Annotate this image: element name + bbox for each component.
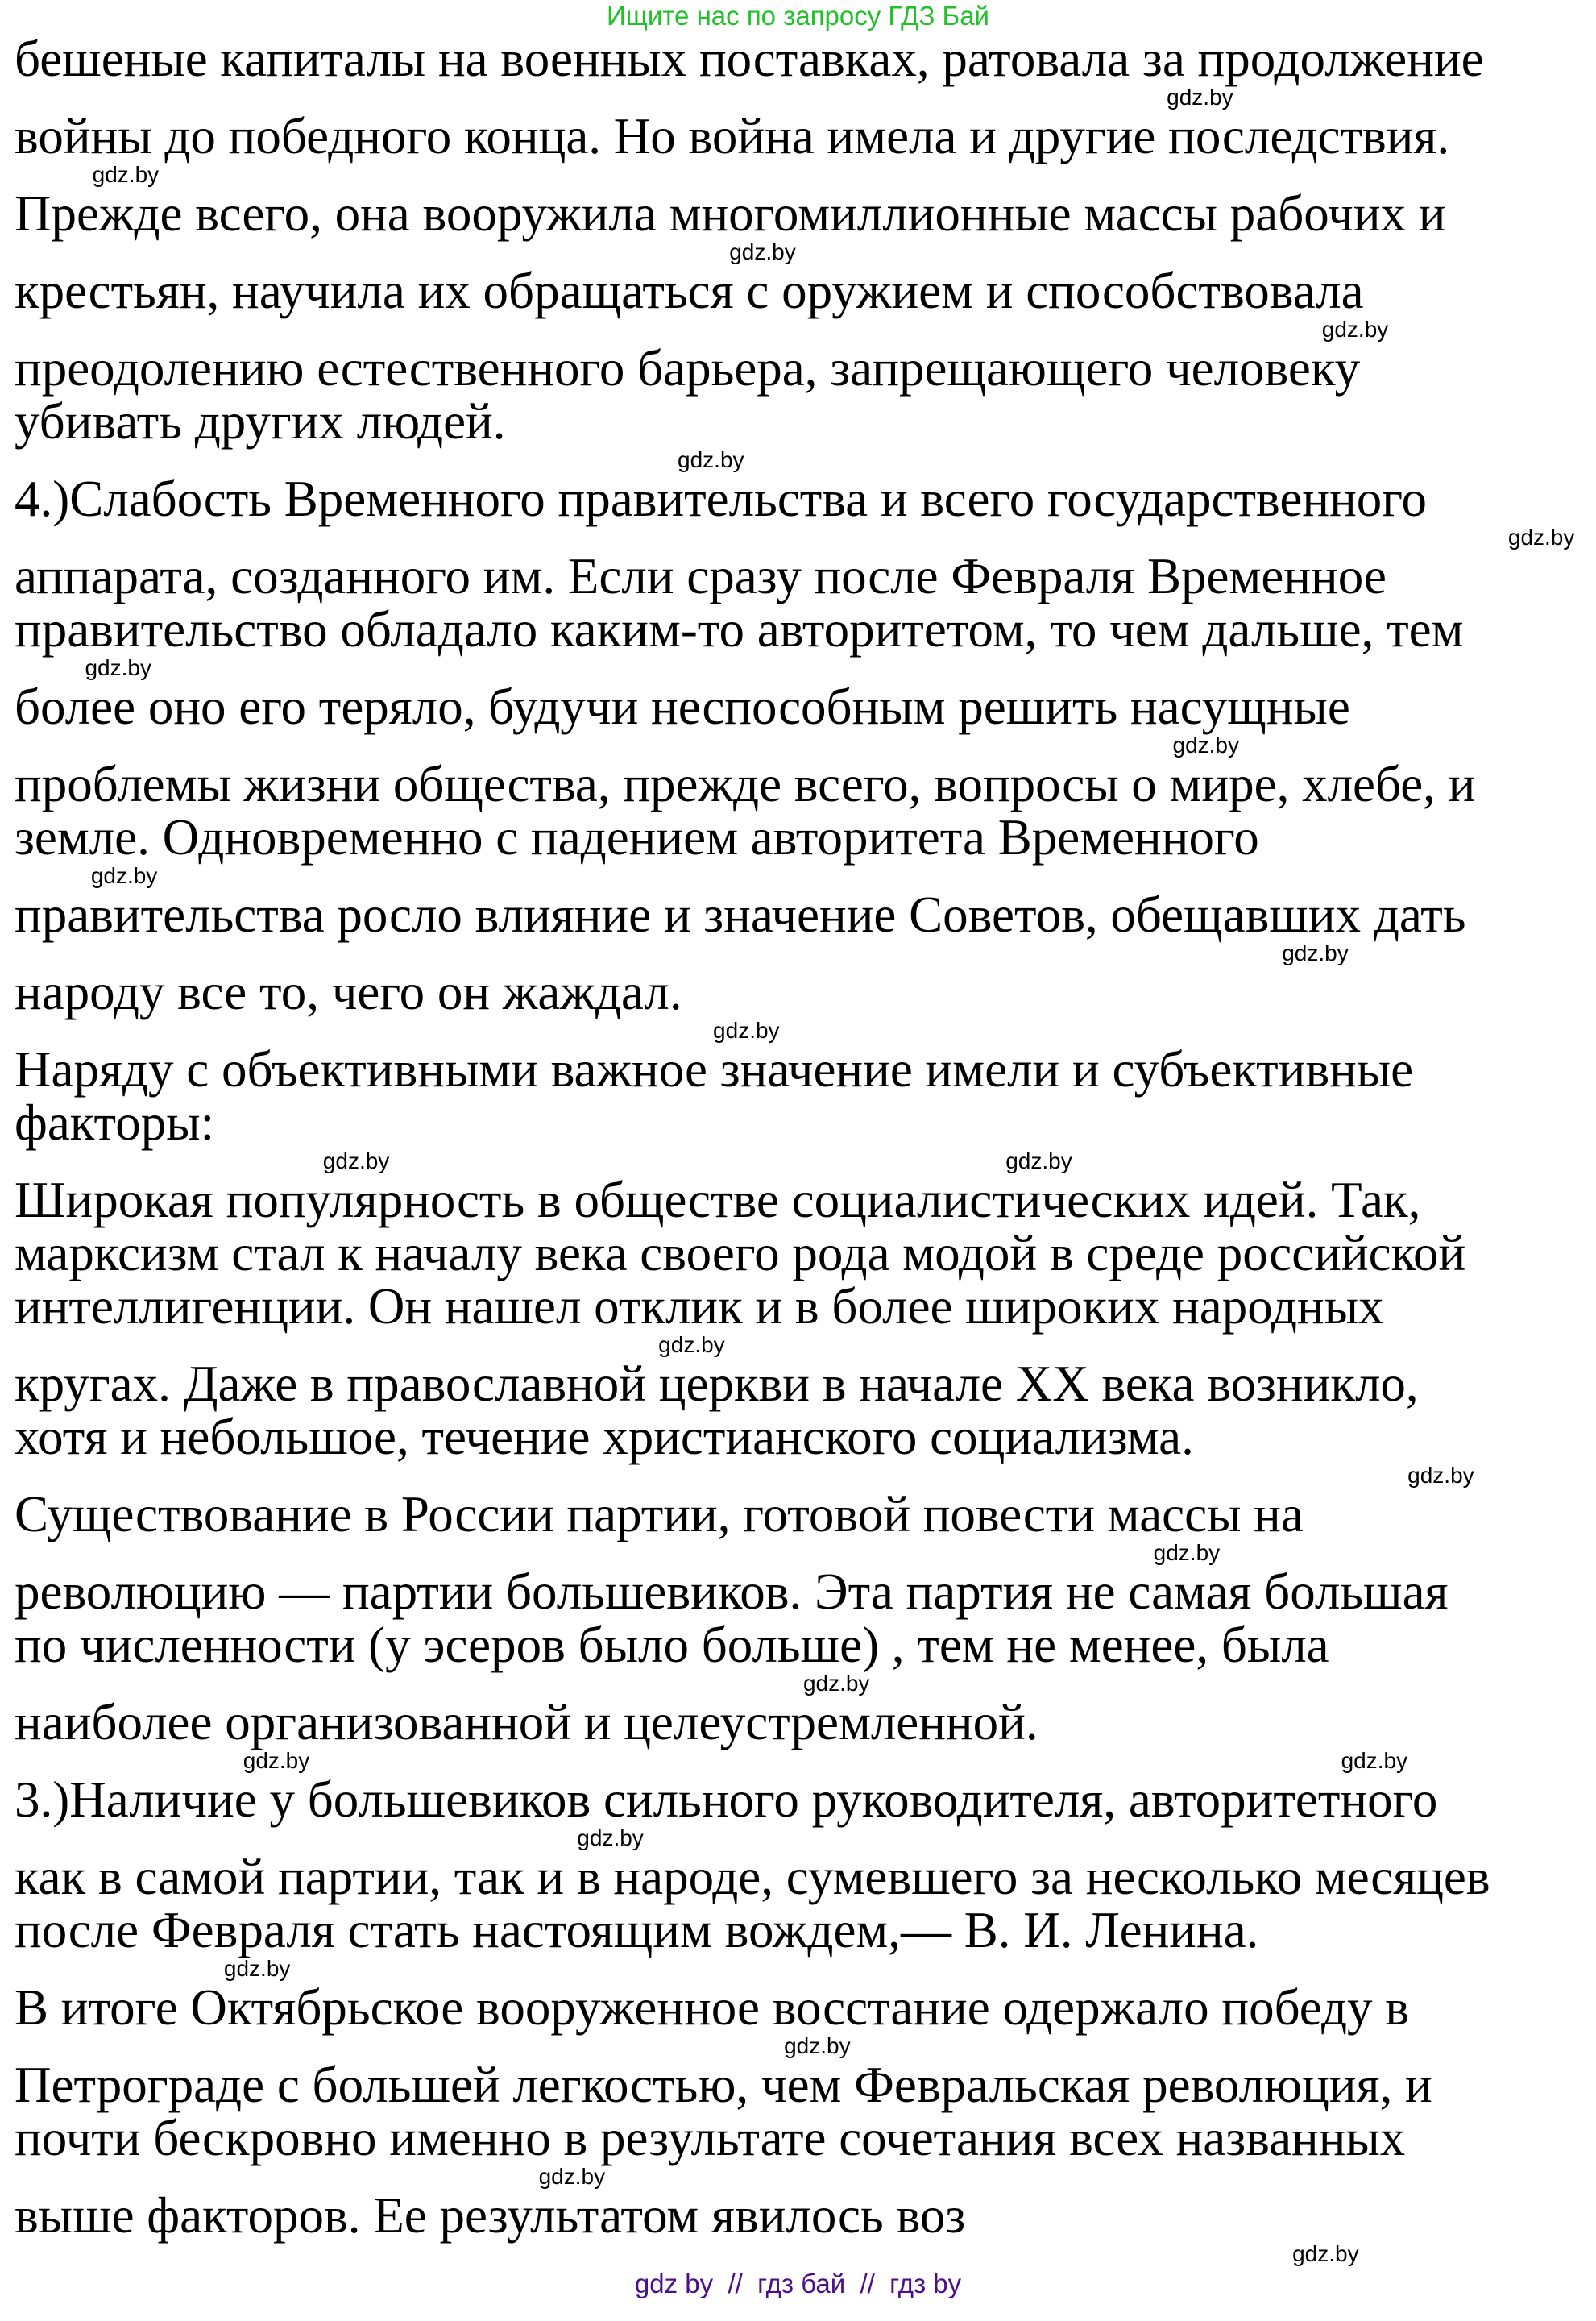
watermark-row (0, 163, 1596, 187)
text-line: 3.)Наличие у большевиков сильного руководителя, авторитетного (15, 1771, 1438, 1828)
watermark-row (0, 448, 1596, 472)
text-line: правительства росло влияние и значение Советов, обещавших дать (15, 886, 1466, 943)
text-line: войны до победного конца. Но война имела и другие последствия. (15, 108, 1450, 164)
watermark-label: gdz.by (1153, 1540, 1221, 1565)
text-line: Широкая популярность в обществе социалистических идей. Так, (15, 1172, 1421, 1228)
text-line: хотя и небольшое, течение христианского социализма. (15, 1409, 1194, 1465)
watermark-label: gdz.by (1292, 2241, 1359, 2266)
footer-banner: gdz by // гдз бай // гдз by (634, 2269, 962, 2298)
watermark-label: gdz.by (538, 2164, 606, 2189)
watermark-row (0, 733, 1596, 758)
text-line: более оно его теряло, будучи неспособным решить насущные (15, 679, 1350, 735)
watermark-label: gdz.by (1167, 85, 1233, 110)
watermark-row (0, 864, 1596, 888)
watermark-row (0, 2165, 1596, 2189)
text-line: бешеные капиталы на военных поставках, ратовала за продолжение (15, 31, 1484, 87)
watermark-label: gdz.by (1282, 940, 1349, 965)
watermark-row (0, 525, 1596, 550)
watermark-label: gdz.by (1172, 733, 1239, 758)
text-line: Петрограде с большей легкостью, чем Февральская революция, и (15, 2057, 1432, 2113)
text-line: как в самой партии, так и в народе, сумевшего за несколько месяцев (15, 1849, 1490, 1905)
watermark-row (0, 941, 1596, 965)
text-line: марксизм стал к началу века своего рода модой в среде российской (15, 1225, 1466, 1281)
watermark-label: gdz.by (802, 1671, 870, 1696)
watermark-label: gdz.by (678, 447, 744, 472)
text-line: Прежде всего, она вооружила многомиллионные массы рабочих и (15, 185, 1446, 242)
watermark-label: gdz.by (1005, 1148, 1072, 1173)
text-line: В итоге Октябрьское вооруженное восстание одержало победу в (15, 1979, 1409, 2036)
header-banner: Ищите нас по запросу ГДЗ Бай (607, 1, 989, 31)
text-line: выше факторов. Ее результатом явилось воз (15, 2187, 966, 2244)
text-line: почти бескровно именно в результате сочетания всех названных (15, 2110, 1406, 2166)
watermark-row (0, 1671, 1596, 1696)
text-line: народу все то, чего он жаждал. (15, 964, 682, 1020)
watermark-row (0, 1541, 1596, 1565)
watermark-label: gdz.by (90, 863, 158, 888)
text-line: земле. Одновременно с падением авторитета Временного (15, 809, 1259, 866)
watermark-label: gdz.by (243, 1748, 310, 1773)
document-body (0, 32, 1596, 2266)
text-line: по численности (у эсеров было больше) , тем не менее, была (15, 1617, 1329, 1673)
watermark-row (0, 1957, 1596, 1981)
watermark-label: gdz.by (1321, 317, 1389, 342)
watermark-row (0, 1333, 1596, 1357)
text-line: Существование в России партии, готовой повести массы на (15, 1486, 1304, 1542)
watermark-row (0, 1019, 1596, 1043)
watermark-label: gdz.by (223, 1956, 291, 1981)
watermark-label: gdz.by (85, 655, 151, 680)
text-line: факторы: (15, 1094, 215, 1151)
text-line: наиболее организованной и целеустремленной. (15, 1694, 1038, 1750)
watermark-label: gdz.by (729, 239, 796, 264)
watermark-label: gdz.by (1507, 525, 1575, 550)
text-line: преодолению естественного барьера, запрещающего человеку (15, 340, 1361, 397)
text-line: аппарата, созданного им. Если сразу после Февраля Временное (15, 548, 1387, 604)
watermark-label: gdz.by (658, 1332, 725, 1357)
watermark-row (0, 318, 1596, 342)
text-line: кругах. Даже в православной церкви в начале XX века возникло, (15, 1356, 1419, 1412)
watermark-row (0, 1464, 1596, 1488)
watermark-row (0, 2034, 1596, 2058)
watermark-label: gdz.by (92, 162, 160, 187)
watermark-label: gdz.by (784, 2033, 851, 2058)
watermark-row (0, 1749, 1596, 1773)
text-line: правительство обладало каким-то авторитетом, то чем дальше, тем (15, 601, 1464, 658)
text-line: крестьян, научила их обращаться с оружием и способствовала (15, 263, 1364, 319)
text-line: Наряду с объективными важное значение имели и субъективные (15, 1041, 1414, 1098)
watermark-label: gdz.by (1407, 1463, 1474, 1488)
text-line: 4.)Слабость Временного правительства и всего государственного (15, 471, 1428, 527)
watermark-row (0, 85, 1596, 110)
watermark-row (0, 2242, 1596, 2266)
text-line: интеллигенции. Он нашел отклик и в более широких народных (15, 1278, 1384, 1335)
watermark-row (0, 656, 1596, 680)
text-line: проблемы жизни общества, прежде всего, вопросы о мире, хлебе, и (15, 756, 1476, 812)
text-line: после Февраля стать настоящим вождем,— В. И. Ленина. (15, 1902, 1259, 1958)
text-line: революцию — партии большевиков. Эта партия не самая большая (15, 1563, 1449, 1620)
text-line: убивать других людей. (15, 393, 506, 450)
watermark-label: gdz.by (322, 1148, 390, 1173)
watermark-label: gdz.by (1341, 1748, 1408, 1773)
watermark-row (0, 1826, 1596, 1850)
watermark-row (0, 1149, 1596, 1173)
watermark-label: gdz.by (713, 1018, 780, 1043)
watermark-label: gdz.by (577, 1825, 644, 1850)
watermark-row (0, 240, 1596, 264)
